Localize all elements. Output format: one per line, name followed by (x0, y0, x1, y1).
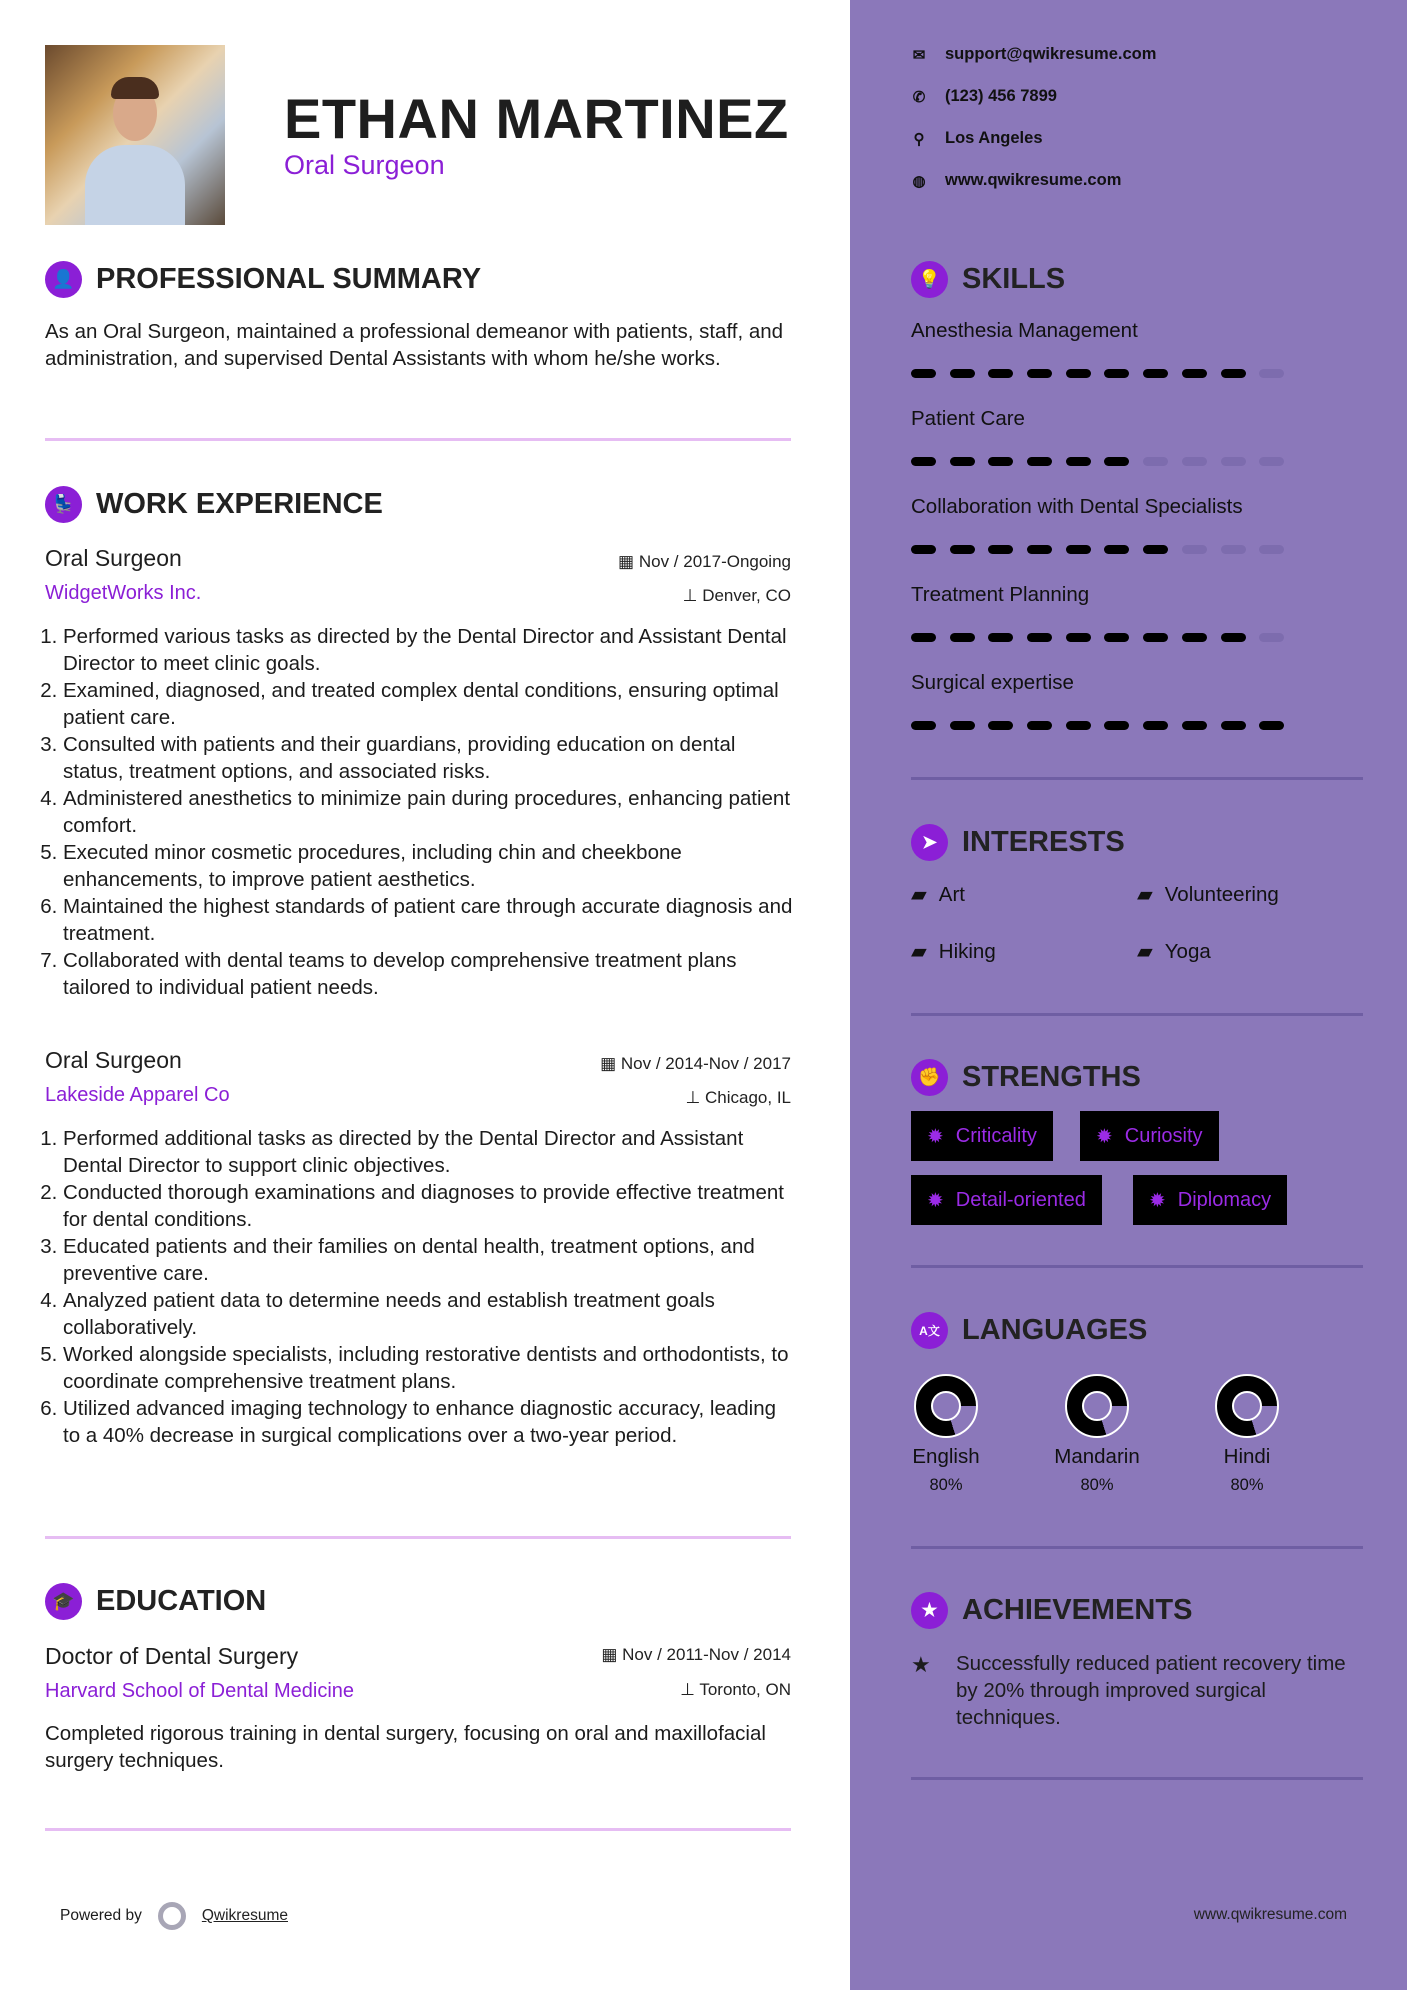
contact-item (911, 45, 1156, 64)
duty-item: 5. Worked alongside specialists, including restorative dentists and orthodontists, to coordinate comprehensive treatment plans. (63, 1341, 798, 1395)
user-icon: 👤 (45, 261, 82, 298)
job-location-text: Denver, CO (702, 586, 791, 605)
language-name: English (912, 1445, 980, 1468)
job-title: Oral Surgeon (45, 1047, 182, 1073)
skill-level-dash (1259, 633, 1284, 642)
summary-heading (45, 261, 481, 298)
contact-item (911, 129, 1043, 148)
skill-level-bar (911, 369, 1284, 378)
skill-level-dash (950, 721, 975, 730)
strength-tag (911, 1175, 1102, 1225)
contact-text[interactable]: www.qwikresume.com (945, 171, 1122, 189)
skill-level-dash (911, 457, 936, 466)
job-dates-text: Nov / 2014-Nov / 2017 (620, 1054, 791, 1073)
duty-item: 3. Consulted with patients and their guardians, providing education on dental status, treatment options, and associated risks. (63, 731, 798, 785)
skill-level-dash (1104, 457, 1129, 466)
interest-text: Yoga (1164, 939, 1211, 963)
skill-name: Treatment Planning (911, 583, 1090, 606)
skill-level-dash (911, 369, 936, 378)
work-heading (45, 486, 383, 523)
achievement-text: Successfully reduced patient recovery time by 20% through improved surgical techniques. (956, 1652, 1346, 1729)
chair-icon: 💺 (45, 486, 82, 523)
summary-text: As an Oral Surgeon, maintained a professional demeanor with patients, staff, and administration, and supervised Dental Assistants with whom he/she works. (45, 320, 784, 370)
divider (911, 1265, 1363, 1268)
qwikresume-logo-icon (158, 1902, 186, 1930)
duty-item: 7. Collaborated with dental teams to develop comprehensive treatment plans tailored to individual patient needs. (63, 947, 798, 1001)
duty-item: 6. Utilized advanced imaging technology to enhance diagnostic accuracy, leading to a 40% decrease in surgical complications over a two-year period. (63, 1395, 798, 1449)
strengths-heading (911, 1059, 1141, 1096)
skill-level-dash (1259, 545, 1284, 554)
job-duties-list (38, 623, 798, 1001)
education-location-text: Toronto, ON (699, 1680, 791, 1699)
skill-level-dash (1259, 721, 1284, 730)
language-percent: 80% (1080, 1476, 1114, 1494)
interest-item (1137, 939, 1211, 964)
strength-text: Detail-oriented (955, 1188, 1086, 1211)
strength-tag (911, 1111, 1053, 1161)
badge-icon: ✹ (927, 1189, 944, 1212)
globe-icon: ◍ (912, 172, 926, 190)
skill-level-dash (1143, 369, 1168, 378)
interest-text: Hiking (938, 939, 996, 963)
work-heading-text: WORK EXPERIENCE (96, 488, 383, 520)
divider (911, 1546, 1363, 1549)
skill-level-dash (988, 369, 1013, 378)
skill-level-bar (911, 633, 1284, 642)
interest-text: Art (938, 882, 965, 906)
skill-level-dash (1066, 633, 1091, 642)
skills-heading-text: SKILLS (962, 263, 1066, 295)
strengths-heading-text: STRENGTHS (962, 1061, 1141, 1093)
contact-item (911, 87, 1057, 106)
interest-item (1137, 882, 1279, 907)
interest-item (911, 882, 965, 907)
contact-item (911, 171, 1121, 190)
skill-level-dash (1221, 633, 1246, 642)
degree: Doctor of Dental Surgery (45, 1643, 299, 1669)
phone-icon: ✆ (912, 88, 926, 106)
calendar-icon: ▦ (600, 1054, 621, 1073)
skill-level-dash (1027, 457, 1052, 466)
duty-item: 1. Performed various tasks as directed by the Dental Director and Assistant Dental Director to meet clinic goals. (63, 623, 798, 677)
interest-text: Volunteering (1164, 882, 1279, 906)
candidate-name: ETHAN MARTINEZ (284, 87, 789, 150)
skill-level-dash (911, 633, 936, 642)
paper-plane-icon: ➤ (911, 824, 948, 861)
calendar-icon: ▦ (601, 1645, 623, 1664)
skill-level-dash (1221, 369, 1246, 378)
duty-item: 2. Examined, diagnosed, and treated complex dental conditions, ensuring optimal patient care. (63, 677, 798, 731)
job-company: WidgetWorks Inc. (45, 582, 202, 604)
interests-heading (911, 824, 1125, 861)
skill-level-dash (1066, 721, 1091, 730)
skill-level-dash (1104, 545, 1129, 554)
duty-item: 1. Performed additional tasks as directed by the Dental Director and Assistant Dental Director to support clinic objectives. (63, 1125, 798, 1179)
contact-text: (123) 456 7899 (945, 87, 1057, 105)
strength-tag (1080, 1111, 1219, 1161)
language-percent: 80% (929, 1476, 963, 1494)
book-icon: ▰ (911, 940, 927, 963)
skill-level-dash (1104, 633, 1129, 642)
skill-level-dash (1027, 721, 1052, 730)
map-pin-icon: ⚲ (913, 130, 925, 148)
divider (911, 1777, 1363, 1780)
skill-level-dash (1182, 633, 1207, 642)
job-duties-list (38, 1125, 798, 1449)
skill-level-dash (1143, 457, 1168, 466)
duty-item: 4. Analyzed patient data to determine needs and establish treatment goals collaboratively. (63, 1287, 798, 1341)
achievements-heading (911, 1592, 1192, 1629)
job-dates-text: Nov / 2017-Ongoing (638, 552, 791, 571)
book-icon: ▰ (1137, 940, 1153, 963)
graduate-icon: 🎓 (45, 1583, 82, 1620)
skill-level-dash (1143, 721, 1168, 730)
school: Harvard School of Dental Medicine (45, 1680, 355, 1702)
languages-heading-text: LANGUAGES (962, 1314, 1148, 1346)
duty-item: 4. Administered anesthetics to minimize pain during procedures, enhancing patient comfort. (63, 785, 798, 839)
language-donut (1215, 1374, 1279, 1438)
skill-level-dash (950, 369, 975, 378)
strength-tag (1133, 1175, 1287, 1225)
pushpin-icon: ⊥ (685, 1088, 705, 1107)
skill-level-bar (911, 545, 1284, 554)
badge-icon: ✹ (1149, 1189, 1166, 1212)
skill-level-dash (988, 633, 1013, 642)
skill-level-dash (1182, 369, 1207, 378)
skill-level-dash (1104, 721, 1129, 730)
pushpin-icon: ⊥ (680, 1680, 700, 1699)
achievement-star-icon: ★ (911, 1652, 931, 1677)
strength-text: Diplomacy (1177, 1188, 1272, 1211)
skill-level-dash (1066, 457, 1091, 466)
job-location (683, 586, 791, 606)
languages-heading (911, 1312, 1147, 1349)
book-icon: ▰ (1137, 883, 1153, 906)
calendar-icon: ▦ (618, 552, 639, 571)
duty-item: 3. Educated patients and their families on dental health, treatment options, and preventive care. (63, 1233, 798, 1287)
skills-heading (911, 261, 1065, 298)
job-location-text: Chicago, IL (705, 1088, 791, 1107)
skill-level-bar (911, 721, 1284, 730)
education-heading-text: EDUCATION (96, 1585, 267, 1617)
duty-item: 6. Maintained the highest standards of patient care through accurate diagnosis and treatment. (63, 893, 798, 947)
skill-level-dash (950, 457, 975, 466)
language-percent: 80% (1230, 1476, 1264, 1494)
language-name: Mandarin (1054, 1445, 1140, 1468)
skill-level-dash (988, 721, 1013, 730)
skill-name: Patient Care (911, 407, 1025, 430)
skill-level-dash (1221, 721, 1246, 730)
skill-name: Anesthesia Management (911, 319, 1138, 342)
duty-item: 5. Executed minor cosmetic procedures, including chin and cheekbone enhancements, to improve patient aesthetics. (63, 839, 798, 893)
skill-level-dash (1066, 545, 1091, 554)
language-donut (914, 1374, 978, 1438)
fist-icon: ✊ (911, 1059, 948, 1096)
education-location (680, 1680, 791, 1700)
powered-by (60, 1902, 288, 1930)
education-description: Completed rigorous training in dental surgery, focusing on oral and maxillofacial surgery techniques. (45, 1722, 766, 1772)
job-dates (600, 1054, 791, 1074)
skill-level-dash (988, 545, 1013, 554)
skill-level-dash (1259, 369, 1284, 378)
skill-level-dash (911, 545, 936, 554)
skill-level-dash (950, 633, 975, 642)
skill-level-dash (1221, 457, 1246, 466)
skill-level-dash (1066, 369, 1091, 378)
education-dates (601, 1645, 791, 1665)
skill-level-dash (1221, 545, 1246, 554)
divider (45, 1536, 791, 1539)
skill-level-dash (911, 721, 936, 730)
pushpin-icon: ⊥ (682, 586, 703, 605)
translate-icon: A文 (911, 1312, 948, 1349)
job-title: Oral Surgeon (45, 545, 182, 571)
footer-website-link[interactable]: www.qwikresume.com (1193, 1906, 1347, 1923)
envelope-icon: ✉ (912, 46, 926, 64)
skill-level-dash (1104, 369, 1129, 378)
interest-item (911, 939, 996, 964)
divider (45, 1828, 791, 1831)
summary-heading-text: PROFESSIONAL SUMMARY (96, 263, 482, 295)
badge-icon: ✹ (1096, 1125, 1113, 1148)
strength-text: Criticality (955, 1124, 1037, 1147)
profile-photo (45, 45, 225, 225)
skill-level-dash (1027, 369, 1052, 378)
skill-level-dash (988, 457, 1013, 466)
skill-level-dash (1143, 545, 1168, 554)
education-dates-text: Nov / 2011-Nov / 2014 (622, 1645, 791, 1664)
skill-level-dash (1027, 545, 1052, 554)
powered-by-text: Powered by (60, 1907, 142, 1924)
skill-name: Surgical expertise (911, 671, 1074, 694)
skill-level-dash (1182, 545, 1207, 554)
duty-item: 2. Conducted thorough examinations and diagnoses to provide effective treatment for dental conditions. (63, 1179, 798, 1233)
divider (911, 1013, 1363, 1016)
skill-level-dash (1259, 457, 1284, 466)
achievements-heading-text: ACHIEVEMENTS (962, 1594, 1193, 1626)
job-dates (618, 552, 791, 572)
book-icon: ▰ (911, 883, 927, 906)
skill-name: Collaboration with Dental Specialists (911, 495, 1243, 518)
skill-level-dash (1182, 457, 1207, 466)
qwikresume-link[interactable]: Qwikresume (201, 1907, 288, 1924)
star-icon: ★ (911, 1592, 948, 1629)
skill-level-dash (950, 545, 975, 554)
badge-icon: ✹ (927, 1125, 944, 1148)
job-location (685, 1088, 791, 1108)
contact-text[interactable]: support@qwikresume.com (945, 45, 1157, 63)
education-heading (45, 1583, 266, 1620)
skill-level-dash (1027, 633, 1052, 642)
language-name: Hindi (1223, 1445, 1271, 1468)
skill-level-dash (1182, 721, 1207, 730)
language-donut (1065, 1374, 1129, 1438)
job-company: Lakeside Apparel Co (45, 1084, 230, 1106)
strength-text: Curiosity (1124, 1124, 1203, 1147)
interests-heading-text: INTERESTS (962, 826, 1125, 858)
skill-level-bar (911, 457, 1284, 466)
contact-text[interactable]: Los Angeles (945, 129, 1043, 147)
divider (45, 438, 791, 441)
divider (911, 777, 1363, 780)
candidate-title: Oral Surgeon (284, 150, 445, 180)
lightbulb-icon: 💡 (911, 261, 948, 298)
skill-level-dash (1143, 633, 1168, 642)
